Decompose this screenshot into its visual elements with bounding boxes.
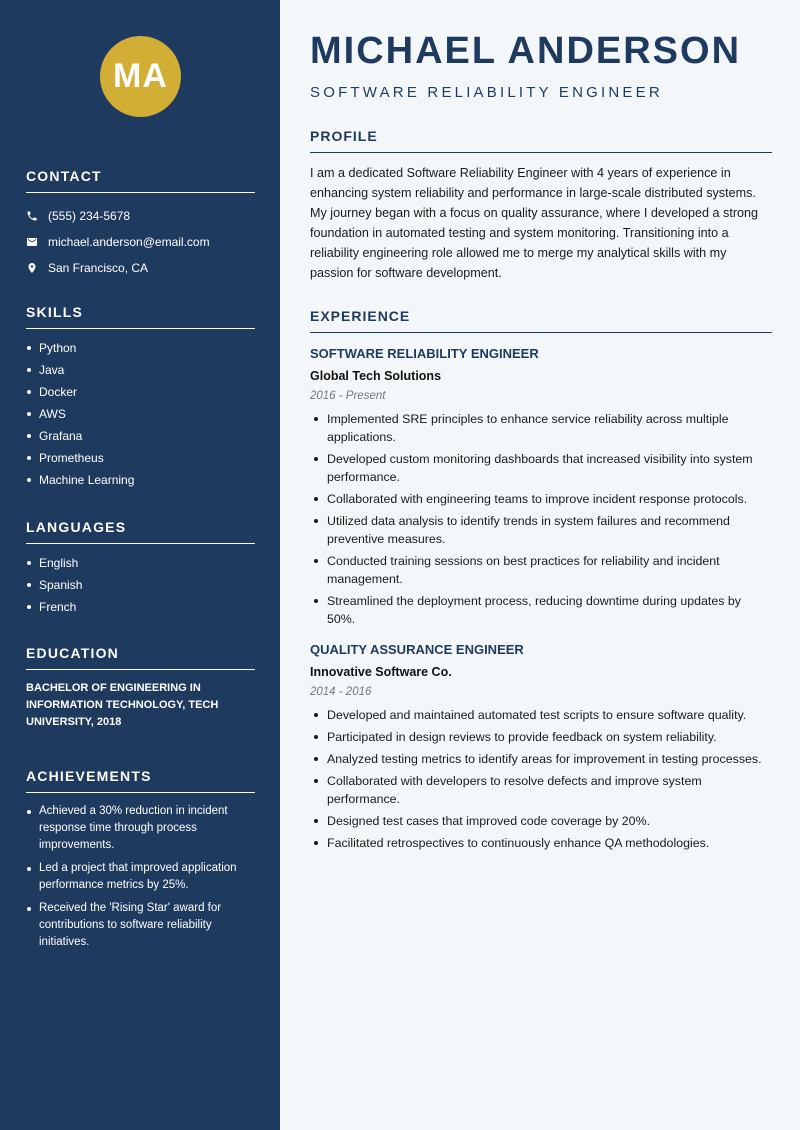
languages-heading: LANGUAGES [26,519,255,544]
job-company: Innovative Software Co. [310,665,452,679]
candidate-role: SOFTWARE RELIABILITY ENGINEER [310,84,663,101]
skills-section [26,304,255,491]
language-item: Spanish [26,574,255,596]
achievements-section [26,768,255,957]
contact-section [26,168,255,281]
achievements-heading: ACHIEVEMENTS [26,768,255,793]
job-bullet: Analyzed testing metrics to identify areas for improvement in testing processes. [310,750,772,768]
skill-item: Python [26,337,255,359]
profile-text: I am a dedicated Software Reliability Engineer with 4 years of experience in enhancing system reliability and performance in large-scale distributed systems. My journey began with a focus on quality assurance, where I developed a strong foundation in automated testing and system monitoring. Transitioning into a reliability engineering role allowed me to merge my analytical skills with my passion for software development. [310,166,759,280]
achievement-item: Led a project that improved application performance metrics by 25%. [26,860,255,894]
location-pin-icon [26,262,38,274]
language-item: French [26,596,255,618]
job-dates: 2016 - Present [310,390,386,402]
skills-list [26,337,255,491]
education-heading: EDUCATION [26,645,255,670]
skill-item: Grafana [26,425,255,447]
language-item: English [26,552,255,574]
achievement-item: Received the 'Rising Star' award for contributions to software reliability initiatives. [26,900,255,951]
skill-item: Machine Learning [26,469,255,491]
job-bullet: Developed custom monitoring dashboards that increased visibility into system performance. [310,450,772,486]
phone-icon [26,210,38,222]
contact-list [26,203,255,281]
education-degree: BACHELOR OF ENGINEERING IN INFORMATION TECHNOLOGY, TECH UNIVERSITY, 2018 [26,682,219,728]
education-section [26,645,255,731]
contact-email [26,229,255,255]
skill-item: Java [26,359,255,381]
job-title: SOFTWARE RELIABILITY ENGINEER [310,346,539,361]
job-dates: 2014 - 2016 [310,686,372,698]
job-entry [310,346,772,628]
achievement-item: Achieved a 30% reduction in incident response time through process improvements. [26,803,255,854]
skills-heading: SKILLS [26,304,255,329]
job-title: QUALITY ASSURANCE ENGINEER [310,642,524,657]
profile-section [310,128,772,283]
achievements-list [26,803,255,951]
job-bullet: Implemented SRE principles to enhance service reliability across multiple applications. [310,410,772,446]
job-bullet: Developed and maintained automated test scripts to ensure software quality. [310,706,772,724]
job-bullets [310,706,772,852]
email-text: michael.anderson@email.com [48,235,210,249]
languages-list [26,552,255,618]
contact-heading: CONTACT [26,168,255,193]
experience-heading: EXPERIENCE [310,308,772,333]
job-bullet: Participated in design reviews to provide feedback on system reliability. [310,728,772,746]
location-text: San Francisco, CA [48,261,149,275]
job-bullet: Facilitated retrospectives to continuously enhance QA methodologies. [310,834,772,852]
job-bullets [310,410,772,628]
initials-avatar: MA [100,36,181,117]
contact-phone [26,203,255,229]
experience-section [310,308,772,856]
phone-text: (555) 234-5678 [48,209,131,223]
skill-item: Docker [26,381,255,403]
skill-item: AWS [26,403,255,425]
job-bullet: Collaborated with engineering teams to improve incident response protocols. [310,490,772,508]
contact-location [26,255,255,281]
job-entry [310,642,772,852]
job-bullet: Collaborated with developers to resolve defects and improve system performance. [310,772,772,808]
job-bullet: Utilized data analysis to identify trends in system failures and recommend preventive measures. [310,512,772,548]
profile-heading: PROFILE [310,128,772,153]
languages-section [26,519,255,618]
job-bullet: Conducted training sessions on best practices for reliability and incident management. [310,552,772,588]
email-icon [26,236,38,248]
candidate-name: MICHAEL ANDERSON [310,30,742,72]
job-company: Global Tech Solutions [310,369,442,383]
skill-item: Prometheus [26,447,255,469]
job-bullet: Designed test cases that improved code coverage by 20%. [310,812,772,830]
sidebar [0,0,280,1130]
job-bullet: Streamlined the deployment process, reducing downtime during updates by 50%. [310,592,772,628]
